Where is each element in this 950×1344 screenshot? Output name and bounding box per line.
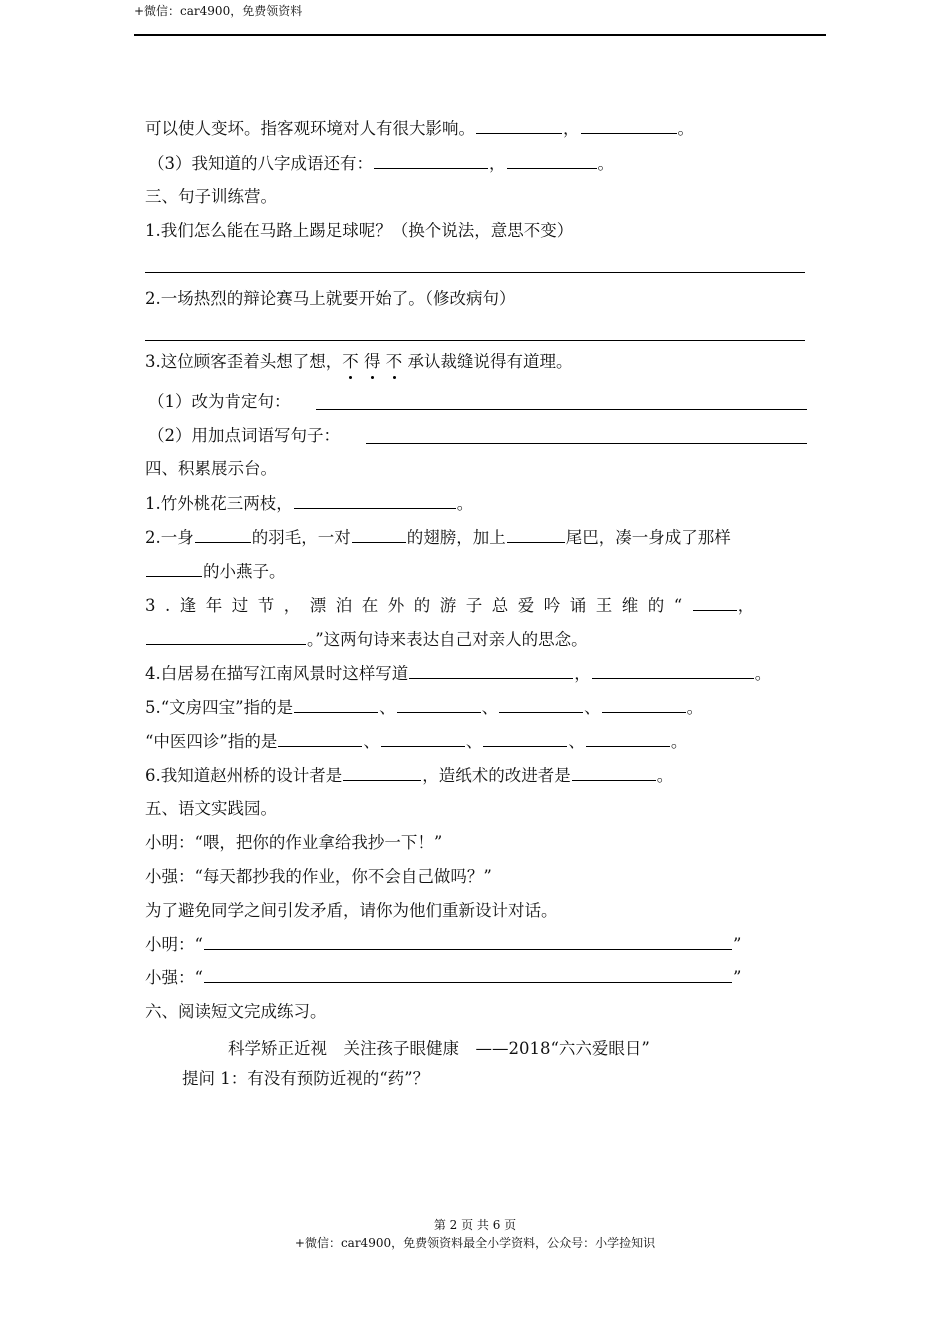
blank[interactable] [586,731,670,747]
section-3-title: 三、句子训练营。 [145,187,277,206]
blank[interactable] [294,697,378,713]
blank[interactable] [499,697,583,713]
blank[interactable] [278,731,362,747]
blank[interactable] [294,493,456,509]
question-4-5-b: “中医四诊”指的是 、 、 、 。 [145,732,688,751]
page-number: 第 2 页 共 6 页 [433,1218,517,1232]
section-5-title: 五、语文实践园。 [145,799,277,818]
question-4-3-cont: 。”这两句诗来表达自己对亲人的思念。 [145,629,588,651]
blank[interactable] [352,527,406,543]
blank[interactable] [581,118,677,134]
question-3-1: 1.我们怎么能在马路上踢足球呢？（换个说法，意思不变） [145,221,574,240]
header-divider [134,34,826,36]
question-4-1: 1.竹外桃花三两枝， 。 [145,494,474,513]
blank[interactable] [592,663,754,679]
emphasis-dot-char: 不 [342,352,359,371]
blank[interactable] [204,967,732,983]
footer-contact: +微信：car4900，免费领资料最全小学资料，公众号：小学捡知识 [294,1236,656,1250]
blank[interactable] [476,118,562,134]
line-l1: 可以使人变坏。指客观环境对人有很大影响。 ， 。 [145,119,694,138]
blank[interactable] [381,731,465,747]
blank[interactable] [374,153,488,169]
question-4-2-cont: 的小燕子。 [145,561,286,583]
blank[interactable] [507,527,565,543]
page-header-text: +微信：car4900，免费领资料 [134,4,303,18]
question-3-3-1: （1）改为肯定句： [148,392,291,411]
section-6-title: 六、阅读短文完成练习。 [145,1002,327,1021]
instruction-line: 为了避免同学之间引发矛盾，请你为他们重新设计对话。 [145,901,558,920]
question-3-3: 3.这位顾客歪着头想了想，不 得 不 承认裁缝说得有道理。 [145,352,573,371]
blank[interactable] [693,595,737,611]
question-4-4: 4.白居易在描写江南风景时这样写道 ， 。 [145,664,772,683]
blank[interactable] [397,697,481,713]
question-4-3: 3.逢年过节，漂泊在外的游子总爱吟诵王维的“ ， [145,596,755,615]
dialogue-line: 小明：“喂，把你的作业拿给我抄一下！” [145,833,443,852]
question-4-2: 2.一身 的羽毛，一对 的翅膀，加上 尾巴，凑一身成了那样 [145,528,731,547]
blank[interactable] [146,561,202,577]
blank[interactable] [195,527,251,543]
blank[interactable] [483,731,567,747]
answer-line[interactable] [316,409,807,410]
answer-line[interactable] [366,443,807,444]
blank[interactable] [343,765,421,781]
dialogue-answer-xiaoqiang: 小强：“ ” [145,968,742,987]
section-4-title: 四、积累展示台。 [145,459,277,478]
blank[interactable] [572,765,656,781]
article-question-1: 提问 1：有没有预防近视的“药”？ [182,1069,430,1088]
blank[interactable] [204,934,732,950]
answer-line[interactable] [145,272,805,273]
blank[interactable] [146,629,306,645]
blank[interactable] [409,663,573,679]
article-title: 科学矫正近视 关注孩子眼健康 ——2018“六六爱眼日” [228,1039,650,1058]
dialogue-answer-xiaoming: 小明：“ ” [145,935,742,954]
blank[interactable] [602,697,686,713]
emphasis-dot-char: 不 [385,352,403,371]
dialogue-line: 小强：“每天都抄我的作业，你不会自己做吗？” [145,867,492,886]
answer-line[interactable] [145,340,805,341]
question-3-3-2: （2）用加点词语写句子： [148,426,340,445]
emphasis-dot-char: 得 [364,352,381,371]
question-3-2: 2.一场热烈的辩论赛马上就要开始了。（修改病句） [145,289,516,308]
line-l2: （3）我知道的八字成语还有： ， 。 [148,154,614,173]
question-4-5: 5.“文房四宝”指的是 、 、 、 。 [145,698,704,717]
blank[interactable] [507,153,597,169]
question-4-6: 6.我知道赵州桥的设计者是 ，造纸术的改进者是 。 [145,766,674,785]
